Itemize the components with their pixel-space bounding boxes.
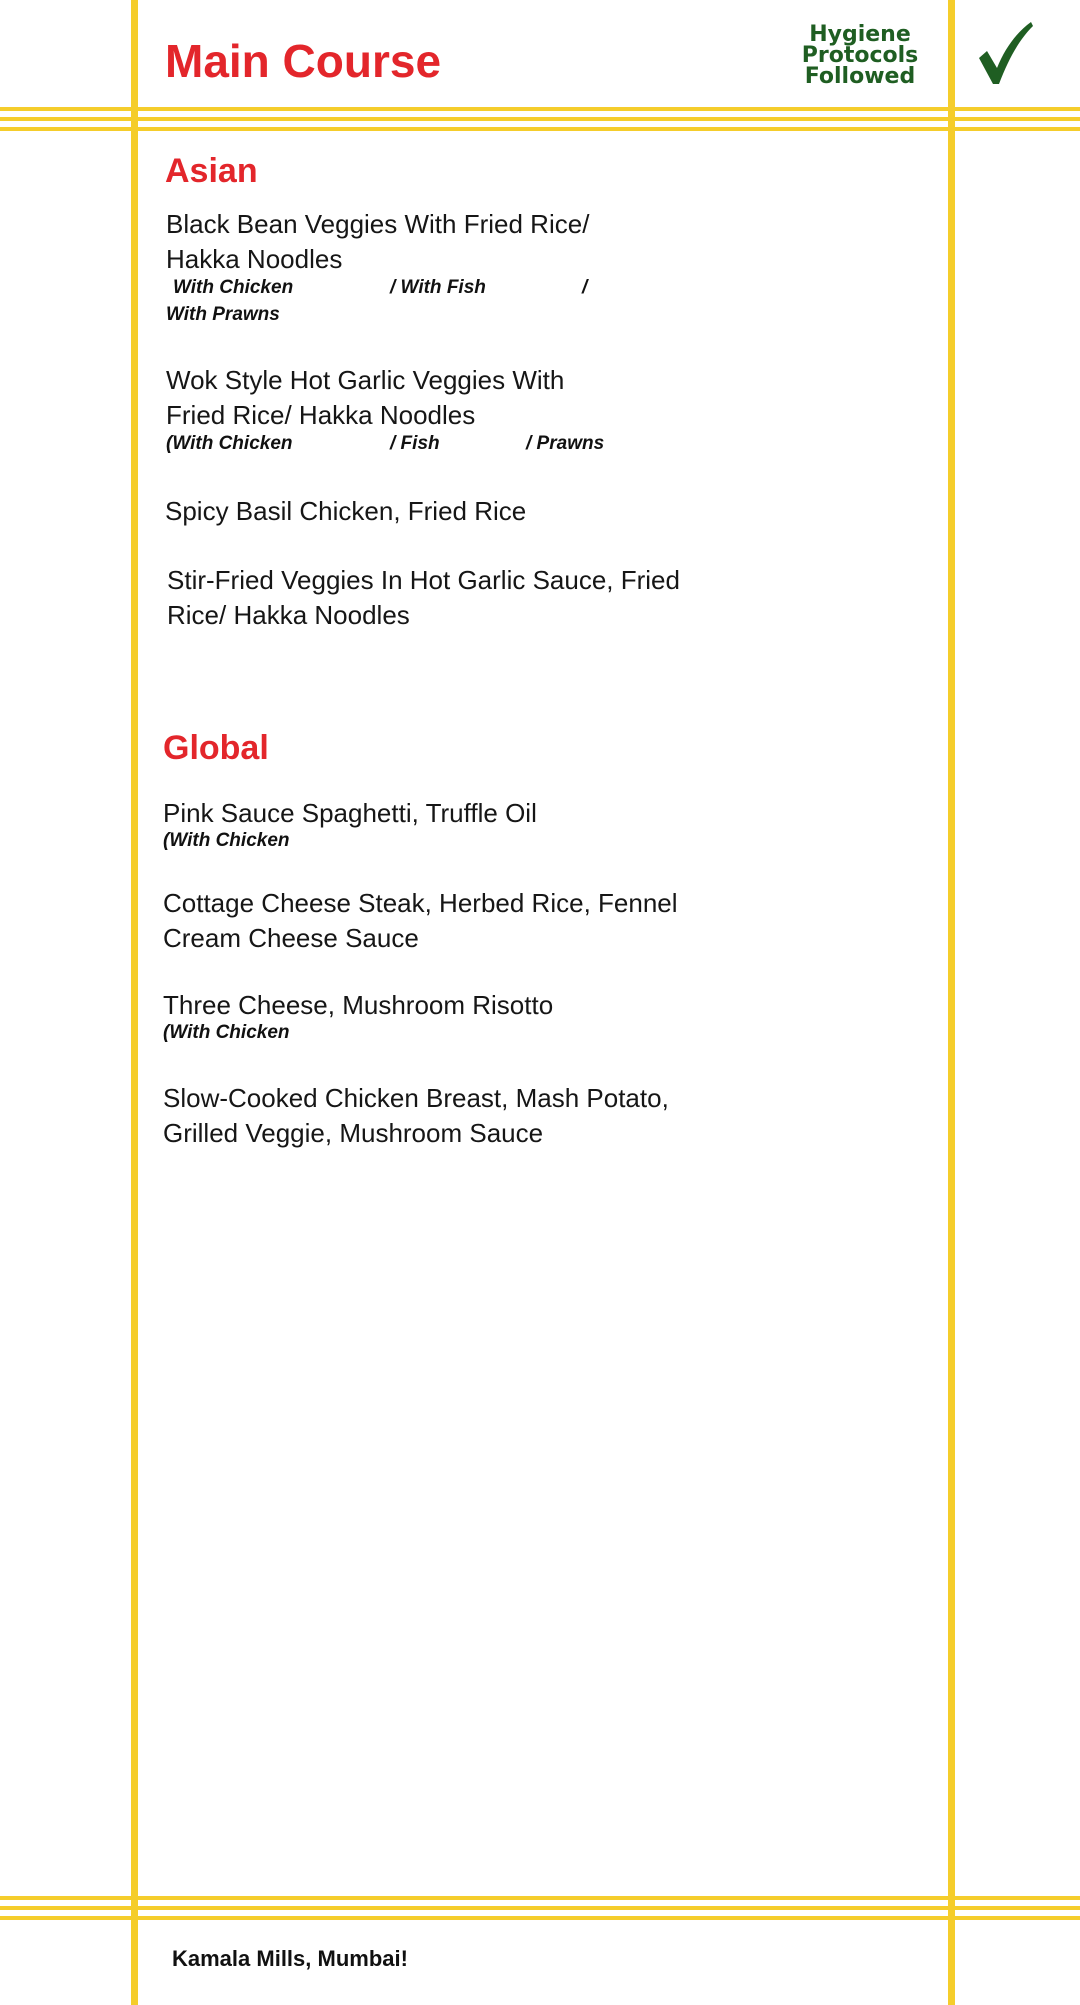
option-label: / With Fish	[390, 277, 486, 298]
menu-item-line: Stir-Fried Veggies In Hot Garlic Sauce, Fried	[167, 565, 680, 595]
menu-item-line: Hakka Noodles	[166, 244, 343, 274]
frame-line-left	[131, 0, 138, 2005]
menu-item-options	[166, 301, 666, 328]
option-label: /	[582, 277, 588, 298]
menu-item	[163, 796, 537, 831]
menu-item-options	[163, 1019, 663, 1046]
option-label: With Chicken	[173, 277, 294, 298]
frame-line-bottom-2	[0, 1906, 1080, 1910]
footer-location: Kamala Mills, Mumbai!	[172, 1946, 408, 1971]
menu-item	[163, 1081, 669, 1151]
frame-line-top-1	[0, 107, 1080, 111]
frame-line-bottom-3	[0, 1916, 1080, 1920]
option-label: (With Chicken	[163, 1022, 290, 1043]
option-label: With Prawns	[166, 304, 280, 325]
menu-item-options	[163, 827, 663, 854]
section-heading-global: Global	[163, 729, 269, 767]
menu-item-line: Wok Style Hot Garlic Veggies With	[166, 365, 565, 395]
check-mark-icon	[975, 18, 1035, 88]
menu-item-line: Spicy Basil Chicken, Fried Rice	[165, 496, 527, 526]
menu-item-line: Cream Cheese Sauce	[163, 923, 419, 953]
menu-item-line: Slow-Cooked Chicken Breast, Mash Potato,	[163, 1083, 669, 1113]
hygiene-line: Protocols	[801, 43, 919, 68]
menu-item-options	[166, 430, 666, 457]
menu-item-line: Cottage Cheese Steak, Herbed Rice, Fennel	[163, 888, 678, 918]
section-heading-asian: Asian	[165, 152, 258, 190]
menu-item-line: Pink Sauce Spaghetti, Truffle Oil	[163, 798, 537, 828]
option-label: (With Chicken	[163, 830, 290, 851]
option-label: / Prawns	[526, 433, 605, 454]
page-title: Main Course	[165, 35, 442, 87]
option-label: / Fish	[390, 433, 440, 454]
frame-line-top-3	[0, 127, 1080, 131]
menu-item-line: Grilled Veggie, Mushroom Sauce	[163, 1118, 544, 1148]
menu-item-line: Rice/ Hakka Noodles	[167, 600, 410, 630]
frame-line-bottom-1	[0, 1896, 1080, 1900]
frame-line-top-2	[0, 117, 1080, 121]
menu-item	[167, 563, 680, 633]
menu-item	[163, 886, 678, 956]
menu-item-line: Fried Rice/ Hakka Noodles	[166, 400, 476, 430]
frame-line-right	[948, 0, 955, 2005]
menu-item	[166, 207, 589, 277]
hygiene-line: Followed	[804, 64, 916, 89]
hygiene-line: Hygiene	[809, 22, 911, 47]
menu-item-line: Black Bean Veggies With Fried Rice/	[166, 209, 590, 239]
hygiene-notice	[790, 24, 930, 87]
menu-item-options	[166, 274, 666, 301]
menu-item	[163, 988, 553, 1023]
option-label: (With Chicken	[166, 433, 293, 454]
menu-item	[166, 363, 564, 433]
menu-item	[165, 494, 526, 529]
menu-item-line: Three Cheese, Mushroom Risotto	[163, 990, 554, 1020]
